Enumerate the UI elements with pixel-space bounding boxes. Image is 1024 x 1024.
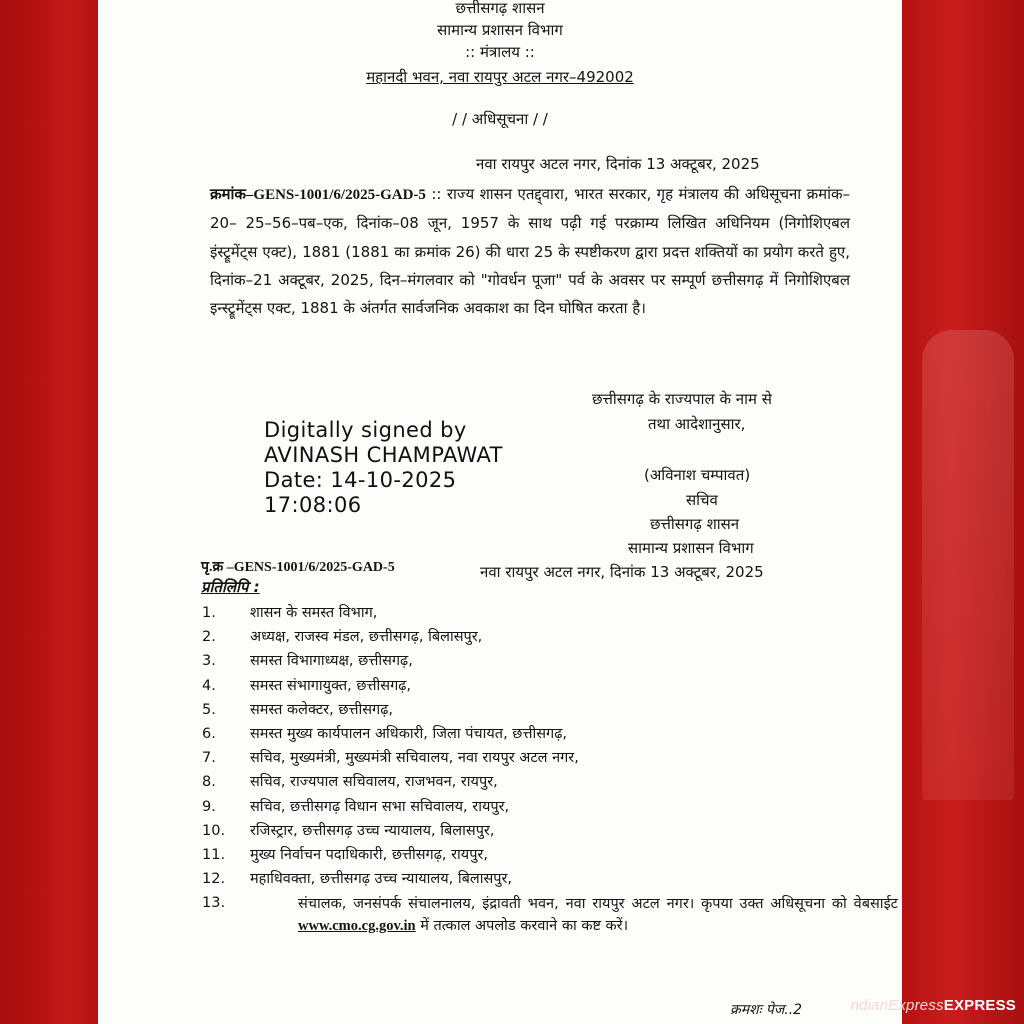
sig-line-4: 17:08:06 [264, 493, 362, 517]
order-text: :: राज्य शासन एतद्द्वारा, भारत सरकार, गृह मंत्रालय की अधिसूचना क्रमांक–20– 25–56–पब–एक, दिनांक–08 जून, 1957 के साथ पढ़ी गई परक्राम्य लिखित अधिनियम (निगोशिएबल इंस्ट्रूमेंट्स एक्ट), 1881 (1881 का क्रमांक 26) की धारा 25 के स्पष्टीकरण द्वारा प्रदत्त शक्तियों का प्रयोग करते हुए, दिनांक–21 अक्टूबर, 2025, दिन–मंगलवार को "गोवर्धन पूजा" पर्व के अवसर पर सम्पूर्ण छत्तीसगढ़ में निगोशिएबल इन्स्ट्रूमेंट्स एक्ट, 1881 के अंतर्गत सार्वजनिक अवकाश का दिन घोषित करता है। [210, 185, 850, 318]
signatory-org-1: छत्तीसगढ़ शासन [650, 515, 740, 533]
continued-note: क्रमशः पेज..2 [730, 1002, 803, 1018]
dateline: नवा रायपुर अटल नगर, दिनांक 13 अक्टूबर, 2025 [476, 155, 760, 173]
digital-signature-block [264, 418, 503, 518]
list-item: 4. समस्त संभागायुक्त, छत्तीसगढ़, [202, 677, 411, 694]
order-number: क्रमांक–GENS-1001/6/2025-GAD-5 [210, 187, 426, 203]
sig-line-1: Digitally signed by [264, 418, 467, 442]
copy-heading: प्रतिलिपि : [201, 578, 260, 596]
address-line: महानदी भवन, नवा रायपुर अटल नगर–492002 [366, 68, 634, 86]
list-item: 9. सचिव, छत्तीसगढ़ विधान सभा सचिवालय, रायपुर, [202, 798, 510, 815]
list-item: 10. रजिस्ट्रार, छत्तीसगढ़ उच्च न्यायालय, बिलासपुर, [202, 822, 495, 839]
list-item: 3. समस्त विभागाध्यक्ष, छत्तीसगढ़, [202, 653, 413, 670]
list-item: 5. समस्त कलेक्टर, छत्तीसगढ़, [202, 701, 393, 718]
list-item: 7. सचिव, मुख्यमंत्री, मुख्यमंत्री सचिवालय, नवा रायपुर अटल नगर, [202, 750, 579, 767]
notice-title: / / अधिसूचना / / [452, 110, 548, 128]
list-item: 11. मुख्य निर्वाचन पदाधिकारी, छत्तीसगढ़, रायपुर, [202, 846, 488, 863]
department-name: सामान्य प्रशासन विभाग [437, 21, 563, 39]
sig-line-3: Date: 14-10-2025 [264, 468, 457, 492]
authority-line-1: छत्तीसगढ़ के राज्यपाल के नाम से [592, 390, 772, 408]
list-item: 8. सचिव, राज्यपाल सचिवालय, राजभवन, रायपुर, [202, 774, 498, 791]
ministry-label: :: मंत्रालय :: [465, 43, 535, 61]
endorsement-number: पृ.क्र –GENS-1001/6/2025-GAD-5 [201, 560, 395, 575]
notification-document [98, 0, 902, 1024]
list-item: 13. संचालक, जनसंपर्क संचालनालय, इंद्रावती भवन, नवा रायपुर अटल नगर। कृपया उक्त अधिसूचना को वेबसाईट www.cmo.cg.gov.in में तत्काल अपलोड करवाने का कष्ट करें। [202, 895, 898, 935]
order-paragraph [210, 180, 850, 322]
signatory-name: (अविनाश चम्पावत) [644, 466, 751, 484]
gov-name: छत्तीसगढ़ शासन [455, 0, 545, 17]
background-right-panel [902, 0, 1024, 1024]
list-item: 6. समस्त मुख्य कार्यपालन अधिकारी, जिला पंचायत, छत्तीसगढ़, [202, 725, 567, 742]
endorsement-dateline: नवा रायपुर अटल नगर, दिनांक 13 अक्टूबर, 2025 [480, 563, 764, 581]
signatory-title: सचिव [686, 491, 718, 509]
list-item: 1. शासन के समस्त विभाग, [202, 605, 378, 621]
signatory-org-2: सामान्य प्रशासन विभाग [628, 539, 754, 557]
website-link[interactable]: www.cmo.cg.gov.in [298, 918, 416, 935]
list-item: 12. महाधिवक्ता, छत्तीसगढ़ उच्च न्यायालय, बिलासपुर, [202, 871, 513, 888]
authority-line-2: तथा आदेशानुसार, [648, 415, 746, 433]
background-monument [922, 330, 1014, 800]
list-item: 2. अध्यक्ष, राजस्व मंडल, छत्तीसगढ़, बिलासपुर, [202, 629, 483, 646]
sig-line-2: AVINASH CHAMPAWAT [264, 443, 503, 467]
publisher-watermark: ndianExpressEXPRESS [850, 997, 1016, 1014]
background-left-panel [0, 0, 98, 1024]
copy-list [202, 603, 898, 937]
